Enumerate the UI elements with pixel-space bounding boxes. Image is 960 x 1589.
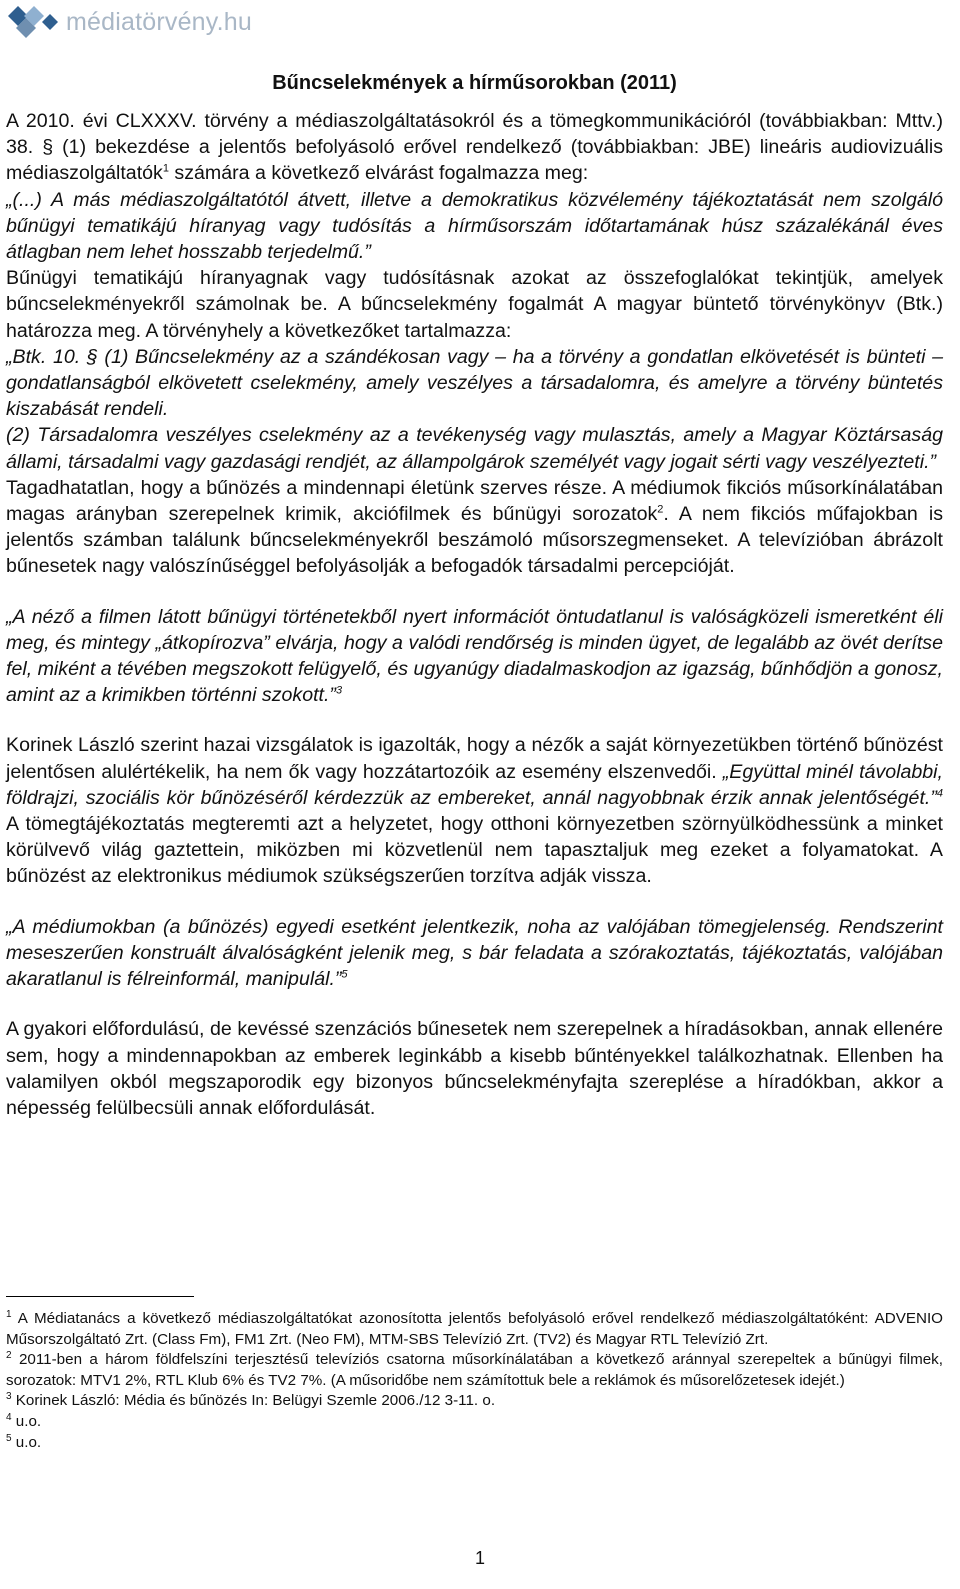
footnote-text: Korinek László: Média és bűnözés In: Belügyi Szemle 2006./12 3-11. o. — [11, 1392, 496, 1410]
footnote-item — [6, 1309, 943, 1350]
footnote-text: u.o. — [11, 1412, 42, 1430]
footnote-divider — [6, 1296, 194, 1297]
footnote-number: 5 — [6, 1432, 12, 1444]
footnote-number: 4 — [6, 1411, 12, 1423]
footnote-number: 3 — [6, 1391, 12, 1403]
paragraph-intro — [6, 108, 943, 187]
quote-text: „A médiumokban (a bűnözés) egyedi esetként jelentkezik, noha az valójában tömegjelenség. Rendszerint meseszerűen konstruált álvalóságként jelenik meg, s bár feladata a szórakoztatás, tájékoztatás, valójában akaratlanul is félreinformál, manipulál.” — [6, 915, 943, 991]
paragraph-korinek — [6, 732, 943, 889]
quote-viewer — [6, 604, 943, 709]
page-number: 1 — [474, 1548, 485, 1568]
logo-text: médiatörvény.hu — [66, 7, 252, 36]
footnote-item — [6, 1412, 943, 1433]
footnote-ref[interactable]: 3 — [335, 684, 343, 697]
paragraph-definition: Bűnügyi tematikájú híranyagnak vagy tudósításnak azokat az összefoglalókat tekintjük, amelyek bűncselekményekről számolnak be. A bűncselekmény fogalmát A magyar büntető törvénykönyv (Btk.) határozza meg. A törvényhely a következőket tartalmazza: — [6, 267, 943, 342]
footnote-item — [6, 1433, 943, 1454]
paragraph-text: . A nem fikciós műfajokban is jelentős számban találunk bűncselekményekről beszámoló műsorszegmenseket. A televízióban ábrázolt bűnesetek nagy valószínűséggel befolyásolják a befogadók társadalmi percepcióját. — [6, 503, 943, 578]
footnote-item — [6, 1350, 943, 1391]
footnote-ref[interactable]: 2 — [657, 503, 664, 516]
quote-btk-2: (2) Társadalomra veszélyes cselekmény az a tevékenység vagy mulasztás, amely a Magyar Köztársaság állami, társadalmi vagy gazdasági rendjét, az állampolgárok személyét vagy jogait sérti vagy veszélyezteti.” — [6, 424, 943, 473]
footnote-number: 2 — [6, 1350, 12, 1362]
paragraph-conclusion: A gyakori előfordulású, de kevéssé szenzációs bűnesetek nem szerepelnek a híradásokban, annak ellenére sem, hogy a mindennapokban az emberek leginkább a kisebb bűntényekkel találkozhatnak. Ellenben ha valamilyen okból megszaporodik egy bizonyos bűncselekményfajta szereplése a híradókban, akkor a népesség felülbecsüli annak előfordulását. — [6, 1018, 943, 1119]
footnote-ref[interactable]: 1 — [162, 162, 169, 175]
footnote-ref[interactable]: 5 — [341, 968, 348, 981]
quote-mttv: „(...) A más médiaszolgáltatótól átvett, illetve a demokratikus közvélemény tájékoztatását nem szolgáló bűnügyi tematikájú híranyag vagy tudósítás a hírműsorszám időtartamának húsz százalékánál éves átlagban nem lehet hosszabb terjedelmű.” — [6, 188, 943, 264]
footnote-ref[interactable]: 4 — [936, 787, 943, 800]
quote-btk-1: „Btk. 10. § (1) Bűncselekmény az a szándékosan vagy – ha a törvény a gondatlan elkövetését is bünteti – gondatlanságból elkövetett cselekmény, amely veszélyes a társadalomra, és amelyre a törvény büntetés kiszabását rendeli. — [6, 345, 943, 421]
document-body — [6, 70, 943, 1121]
inline-quote: „Együttal minél távolabbi, földrajzi, szociális kör bűnözéséről kérdezzük az embereket, annál nagyobbnak érzik annak jelentőségét.” — [6, 760, 943, 809]
paragraph-media — [6, 475, 943, 580]
paragraph-text: Tagadhatatlan, hogy a bűnözés a mindennapi életünk szerves része. A médiumok fikciós műsorkínálatában magas arányban szerepelnek krimik, akciófilmek és bűnügyi sorozatok — [6, 476, 943, 526]
footnote-text: 2011-ben a három földfelszíni terjesztésű televíziós csatorna műsorkínálatában a következő aránnyal szerepeltek a bűnügyi filmek, sorozatok: MTV1 2%, RTL Klub 6% és TV2 7%. (A műsoridőbe nem számítottuk bele a reklámok és műsorelőzetesek idejét.) — [6, 1351, 943, 1389]
footnote-number: 1 — [6, 1308, 12, 1320]
paragraph-text: Korinek László szerint hazai vizsgálatok is igazolták, hogy a nézők a saját környezetükben történő bűnözést jelentősen alulértékelik, ha nem ők vagy hozzátartozóik az esemény elszenvedői. — [6, 734, 943, 783]
site-logo[interactable] — [4, 2, 252, 42]
quote-media — [6, 914, 943, 993]
footnotes — [6, 1309, 943, 1453]
paragraph-text: A tömegtájékoztatás megteremti azt a helyzetet, hogy otthoni környezetben szörnyülködhessünk a minket körülvevő világ gaztettein, miközben mi közvetlenül nem tapasztaljuk meg ezeket a folyamatokat. A bűnözést az elektronikus médiumok szükségszerűen torzítva adják vissza. — [6, 813, 943, 888]
page-title: Bűncselekmények a hírműsorokban (2011) — [272, 72, 677, 94]
paragraph-text: számára a következő elvárást fogalmazza meg: — [168, 162, 589, 185]
footnote-text: A Médiatanács a következő médiaszolgáltatókat azonosította jelentős befolyásoló erővel rendelkező médiaszolgáltatóként: ADVENIO Műsorszolgáltató Zrt. (Class Fm), FM1 Zrt. (Neo FM), MTM-SBS Televízió Zrt. (TV2) és Magyar RTL Televízió Zrt. — [6, 1310, 943, 1348]
footnote-item — [6, 1391, 943, 1412]
footnote-text: u.o. — [11, 1433, 42, 1451]
logo-diamonds-icon — [4, 2, 62, 42]
paragraph-text: A 2010. évi CLXXXV. törvény a médiaszolgáltatásokról és a tömegkommunikációról (továbbiakban: Mttv.) 38. § (1) bekezdése a jelentős befolyásoló erővel rendelkező (továbbiakban: JBE) lineáris audiovizuális médiaszolgáltatók — [6, 110, 943, 185]
quote-text: „A néző a filmen látott bűnügyi történetekből nyert információt öntudatlanul is valóságközeli ismeretként éli meg, és mintegy „átkopírozva” elvárja, hogy a valódi rendőrség is minden ügyet, de legalább az övét derítse fel, miként a tévében megszokott felügyelő, és ugyanúgy diadalmaskodjon az igazság, bűnhődjön a gonosz, amint az a krimikben történni szokott.” — [6, 605, 943, 707]
